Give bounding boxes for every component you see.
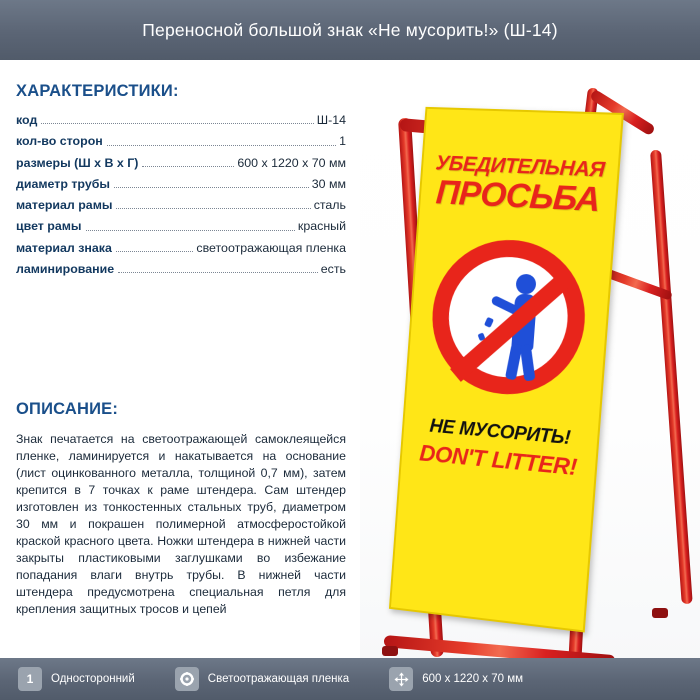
spec-row [16, 134, 346, 148]
description-heading: ОПИСАНИЕ: [16, 400, 119, 418]
litter-piece-icon [484, 317, 494, 328]
sign-panel [389, 107, 624, 633]
no-littering-pictogram [427, 236, 590, 400]
footer-label-material: Светоотражающая пленка [207, 673, 350, 685]
dimensions-arrows-icon [389, 667, 413, 691]
spec-dot-leader [116, 251, 194, 252]
spec-value: светоотражающая пленка [196, 240, 346, 255]
footer-item-sides [18, 667, 135, 691]
spec-value: 600 x 1220 x 70 мм [237, 155, 346, 170]
footer-label-dimensions: 600 x 1220 x 70 мм [422, 673, 524, 685]
spec-value: красный [297, 219, 346, 234]
page-header [0, 0, 700, 60]
product-illustration [360, 60, 700, 660]
page-footer [0, 658, 700, 700]
spec-row [16, 219, 346, 233]
description-text: Знак печатается на светоотражающей самоклеящейся пленке, ламинируется и накатывается на основание (лист оцинкованного металла, толщиной 0,7 мм), затем крепится в 7 точках к раме штендера. Сам штендер изготовлен из тонкостенных стальных труб, диаметром 30 мм и покрашен полимерной атмосферостойкой краской красного цвета. Ножки штендера в нижней части закрыты пластиковыми заглушками во избежание попадания влаги внутрь трубы. В нижней части штендера предусмотрена специальная петля для крепления защитных тросов и цепей [16, 432, 346, 616]
frame-back-leg-right [650, 150, 693, 605]
sign-top-text-block [420, 152, 618, 219]
spec-label: код [16, 113, 38, 127]
spec-label: кол-во сторон [16, 134, 103, 149]
spec-label: цвет рамы [16, 219, 82, 234]
spec-dot-leader [116, 208, 310, 209]
footer-item-material [175, 667, 349, 691]
specifications-heading: ХАРАКТЕРИСТИКИ: [16, 82, 179, 100]
spec-dot-leader [107, 145, 336, 146]
specifications-list [16, 113, 346, 276]
spec-row [16, 156, 346, 170]
spec-dot-leader [114, 187, 309, 188]
sign-top-line-1: УБЕДИТЕЛЬНАЯ [434, 151, 606, 182]
spec-value: есть [320, 261, 346, 276]
spec-row [16, 113, 346, 127]
description-section [16, 400, 346, 618]
material-gear-icon [175, 667, 199, 691]
spec-row [16, 262, 346, 276]
frame-foot-cap [382, 646, 398, 656]
footer-item-dimensions [389, 667, 523, 691]
spec-value: 30 мм [311, 176, 346, 191]
spec-label: размеры (Ш х В х Г) [16, 155, 139, 170]
spec-value: 1 [339, 134, 346, 149]
footer-label-sides: Односторонний [51, 673, 135, 685]
page-title: Переносной большой знак «Не мусорить!» (Ш-14) [142, 19, 558, 40]
spec-row [16, 198, 346, 212]
sign-top-line-2: ПРОСЬБА [434, 174, 602, 220]
spec-dot-leader [118, 272, 318, 273]
spec-label: материал рамы [16, 198, 113, 213]
sign-bottom-line-1: НЕ МУСОРИТЬ! [428, 415, 572, 450]
spec-label: ламинирование [16, 261, 115, 276]
spec-dot-leader [86, 230, 295, 231]
specifications-section [16, 82, 346, 283]
spec-row [16, 241, 346, 255]
spec-label: материал знака [16, 240, 112, 255]
frame-foot-cap [652, 608, 668, 618]
spec-dot-leader [41, 123, 313, 124]
spec-dot-leader [142, 166, 234, 167]
spec-value: сталь [313, 198, 346, 213]
person-head-shape [515, 274, 536, 295]
spec-row [16, 177, 346, 191]
person-leg-shape [520, 344, 536, 381]
sign-bottom-text-block [401, 414, 597, 481]
sign-bottom-line-2: DON'T LITTER! [418, 439, 578, 481]
spec-value: Ш-14 [316, 113, 346, 127]
spec-label: диаметр трубы [16, 176, 110, 191]
sides-count-icon: 1 [18, 667, 42, 691]
